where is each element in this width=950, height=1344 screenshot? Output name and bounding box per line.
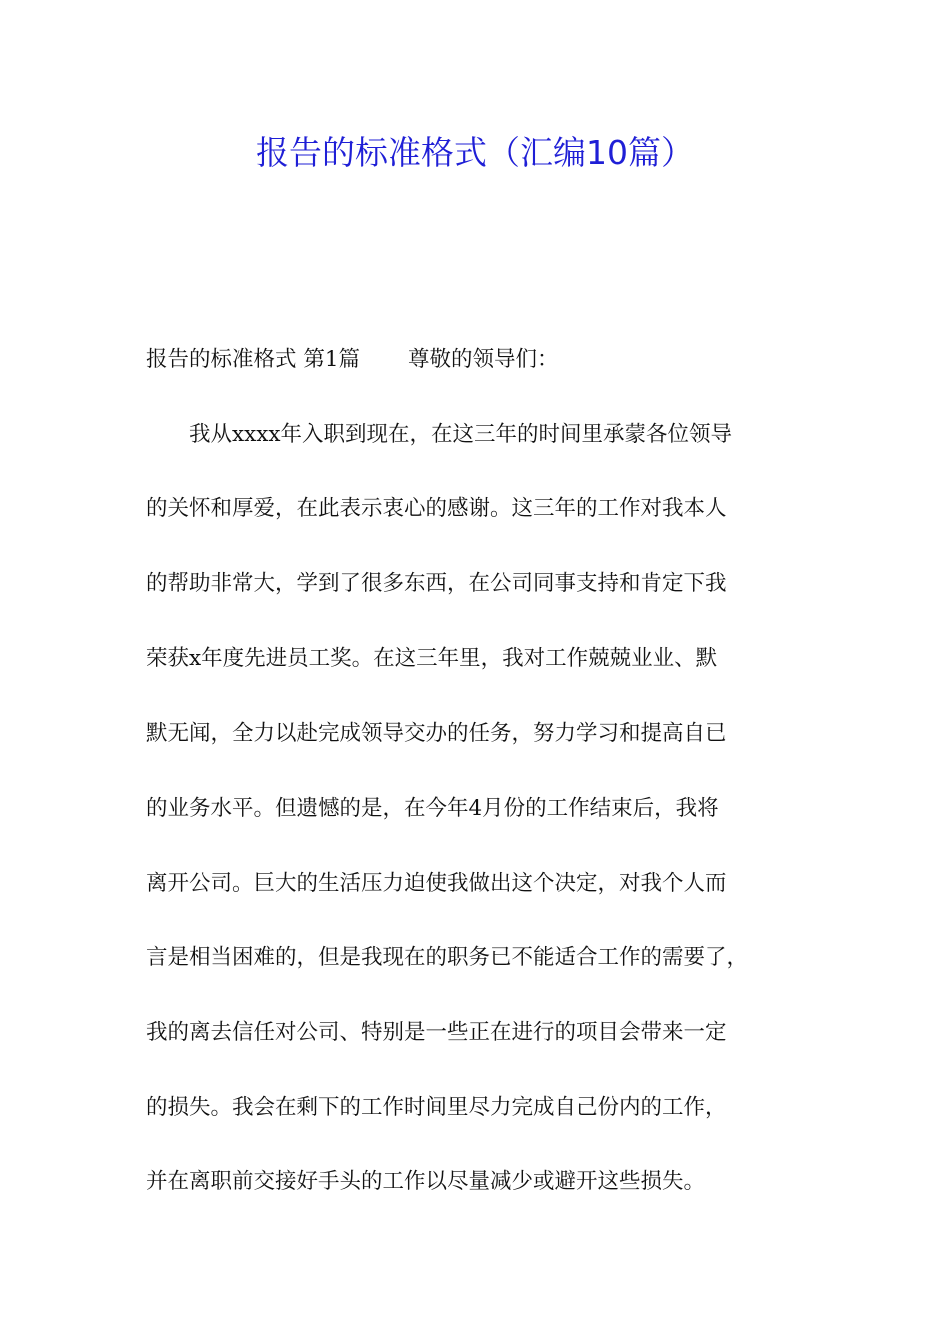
paragraph-line: 默无闻，全力以赴完成领导交办的任务，努力学习和提高自已 (146, 721, 727, 746)
greeting-text: 尊敬的领导们： (408, 347, 559, 372)
paragraph-line: 我的离去信任对公司、特别是一些正在进行的项目会带来一定 (146, 1020, 727, 1045)
paragraph-line: 言是相当困难的，但是我现在的职务已不能适合工作的需要了， (146, 945, 749, 970)
paragraph-line: 并在离职前交接好手头的工作以尽量减少或避开这些损失。 (146, 1169, 706, 1194)
paragraph-line: 的业务水平。但遗憾的是，在今年4月份的工作结束后，我将 (146, 796, 719, 821)
section-heading: 报告的标准格式 第1篇 (146, 347, 361, 372)
paragraph-line: 我从xxxx年入职到现在，在这三年的时间里承蒙各位领导 (146, 422, 733, 447)
paragraph-line: 的关怀和厚爱，在此表示衷心的感谢。这三年的工作对我本人 (146, 496, 727, 521)
paragraph-line: 荣获x年度先进员工奖。在这三年里，我对工作兢兢业业、默 (146, 646, 718, 671)
paragraph-line: 的帮助非常大，学到了很多东西，在公司同事支持和肯定下我 (146, 571, 727, 596)
document-title: 报告的标准格式（汇编10篇） (256, 133, 694, 172)
paragraph-line: 离开公司。巨大的生活压力迫使我做出这个决定，对我个人而 (146, 871, 727, 896)
section-heading-row (146, 345, 826, 375)
paragraph-line: 的损失。我会在剩下的工作时间里尽力完成自己份内的工作， (146, 1095, 727, 1120)
